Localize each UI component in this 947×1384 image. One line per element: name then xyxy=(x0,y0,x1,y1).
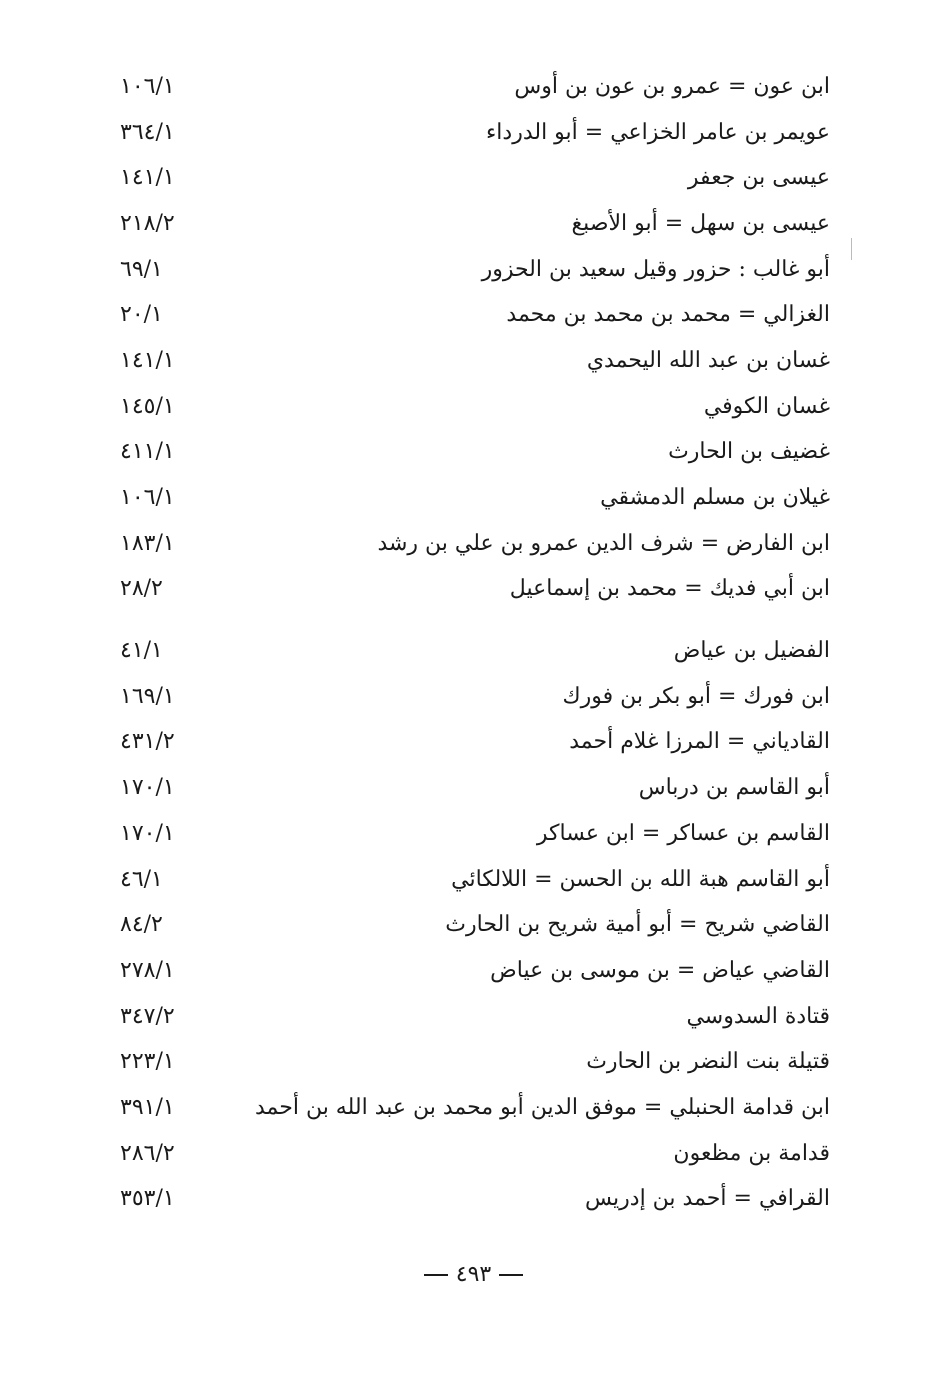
index-entry xyxy=(120,475,830,521)
entry-name: غضيف بن الحارث xyxy=(668,439,830,465)
entry-reference: ١٤١/١ xyxy=(120,165,175,191)
entry-name: القاسم بن عساكر = ابن عساكر xyxy=(536,820,830,846)
entry-name: قتيلة بنت النضر بن الحارث xyxy=(586,1049,830,1075)
entry-name: الفضيل بن عياض xyxy=(673,638,830,664)
entry-reference: ٢١٨/٢ xyxy=(120,210,175,236)
entry-reference: ١٠٦/١ xyxy=(120,485,175,511)
entry-name: الغزالي = محمد بن محمد بن محمد xyxy=(506,302,830,328)
entry-reference: ٤١١/١ xyxy=(120,439,175,465)
index-entry xyxy=(120,674,830,720)
entry-reference: ١٨٣/١ xyxy=(120,530,175,556)
index-entry xyxy=(120,155,830,201)
entry-reference: ٣٥٣/١ xyxy=(120,1186,175,1212)
entry-reference: ١٧٠/١ xyxy=(120,820,175,846)
index-entry xyxy=(120,948,830,994)
entry-reference: ٤١/١ xyxy=(120,638,163,664)
entry-reference: ١٤١/١ xyxy=(120,347,175,373)
entry-name: ابن فورك = أبو بكر بن فورك xyxy=(562,683,830,709)
entry-name: ابن قدامة الحنبلي = موفق الدين أبو محمد بن عبد الله بن أحمد xyxy=(254,1094,830,1120)
entry-reference: ٨٤/٢ xyxy=(120,912,163,938)
entry-reference: ٣٤٧/٢ xyxy=(120,1003,175,1029)
page-footer xyxy=(0,1262,947,1287)
index-entry xyxy=(120,110,830,156)
entry-reference: ٤٣١/٢ xyxy=(120,729,175,755)
entry-reference: ٢٧٨/١ xyxy=(120,957,175,983)
index-entry xyxy=(120,765,830,811)
index-entry xyxy=(120,720,830,766)
index-entry xyxy=(120,338,830,384)
entry-name: عيسى بن سهل = أبو الأصبغ xyxy=(571,210,830,236)
entry-name: قتادة السدوسي xyxy=(686,1003,830,1029)
page-number: ٤٩٣ xyxy=(455,1262,492,1287)
entry-reference: ٣٩١/١ xyxy=(120,1094,175,1120)
entry-name: عيسى بن جعفر xyxy=(687,165,830,191)
index-entry xyxy=(120,994,830,1040)
index-entry xyxy=(120,292,830,338)
entry-name: غيلان بن مسلم الدمشقي xyxy=(600,485,830,511)
entry-name: غسان الكوفي xyxy=(703,393,830,419)
index-entry xyxy=(120,567,830,613)
index-entry xyxy=(120,857,830,903)
entry-reference: ٣٦٤/١ xyxy=(120,119,175,145)
entry-name: قدامة بن مظعون xyxy=(673,1140,830,1166)
entry-name: القادياني = المرزا غلام أحمد xyxy=(569,729,830,755)
entry-name: أبو غالب : حزور وقيل سعيد بن الحزور xyxy=(481,256,830,282)
entry-reference: ٤٦/١ xyxy=(120,866,163,892)
entry-name: القاضي شريح = أبو أمية شريح بن الحارث xyxy=(445,912,830,938)
index-entry xyxy=(120,811,830,857)
entry-name: أبو القاسم بن درباس xyxy=(638,775,830,801)
entry-reference: ١٠٦/١ xyxy=(120,73,175,99)
entry-reference: ٦٩/١ xyxy=(120,256,163,282)
index-entry xyxy=(120,1177,830,1223)
index-entry xyxy=(120,628,830,674)
index-entry xyxy=(120,430,830,476)
entry-name: غسان بن عبد الله اليحمدي xyxy=(586,347,830,373)
entry-reference: ١٧٠/١ xyxy=(120,775,175,801)
entry-name: أبو القاسم هبة الله بن الحسن = اللالكائي xyxy=(451,866,830,892)
index-entry xyxy=(120,1085,830,1131)
entry-name: عويمر بن عامر الخزاعي = أبو الدرداء xyxy=(485,119,830,145)
entry-reference: ٢٨٦/٢ xyxy=(120,1140,175,1166)
entry-name: ابن الفارض = شرف الدين عمرو بن علي بن رشد xyxy=(377,530,830,556)
entry-reference: ٢٨/٢ xyxy=(120,576,163,602)
index-entry xyxy=(120,1039,830,1085)
footer-dash-right xyxy=(499,1274,523,1276)
index-entry xyxy=(120,201,830,247)
footer-dash-left xyxy=(424,1274,448,1276)
index-entry xyxy=(120,1131,830,1177)
entry-name: ابن أبي فديك = محمد بن إسماعيل xyxy=(509,576,830,602)
scan-mark xyxy=(851,238,852,260)
index-entry xyxy=(120,64,830,110)
index-entry xyxy=(120,902,830,948)
entry-name: القاضي عياض = بن موسى بن عياض xyxy=(490,957,830,983)
entry-name: ابن عون = عمرو بن عون بن أوس xyxy=(514,73,830,99)
index-entry xyxy=(120,384,830,430)
index-entry xyxy=(120,521,830,567)
entry-reference: ٢٢٣/١ xyxy=(120,1049,175,1075)
index-entry xyxy=(120,247,830,293)
entry-reference: ٢٠/١ xyxy=(120,302,163,328)
entry-reference: ١٤٥/١ xyxy=(120,393,175,419)
entry-reference: ١٦٩/١ xyxy=(120,683,175,709)
index-entries xyxy=(120,64,830,1222)
entry-name: القرافي = أحمد بن إدريس xyxy=(584,1186,830,1212)
